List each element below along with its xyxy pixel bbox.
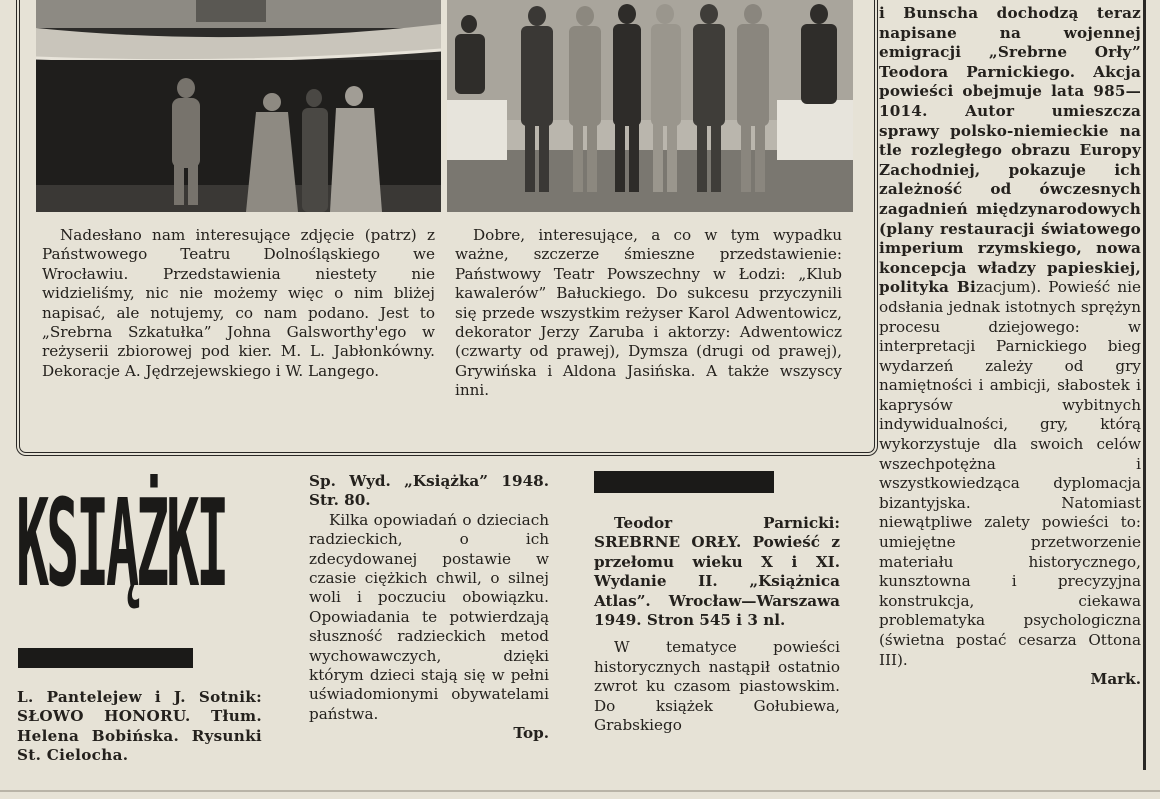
book-entry-srebrne-orly — [594, 514, 840, 735]
caption-right-text: Dobre, interesujące, a co w tym wypadku ważne, szczerze śmieszne przedstawienie: Państwowy Teatr Powszechny w Łodzi: „Klub kawalerów” Bałuckiego. Do sukcesu przyczynili się przede wszystkim reżyser Karol Adwentowicz, dekorator Jerzy Zaruba i aktorzy: Adwentowicz (czwarty od prawej), Dymsza (drugi od prawej), Grywińska i Aldona Jasińska. A także wszyscy inni. — [455, 226, 842, 400]
book-review-slowo-honoru — [309, 472, 549, 744]
srebrne-orly-review-continued — [879, 4, 1141, 690]
column-rule — [1143, 0, 1146, 770]
book2-review-text: W tematyce powieści historycznych nastąpił ostatnio zwrot ku czasom piastowskim. Do książek Gołubiewa, Grabskiego — [594, 638, 840, 735]
book1-review-text: Kilka opowiadań o dzieciach radzieckich, o ich zdecydowanej postawie w czasie ciężkich chwil, o silnej woli i poczuciu obowiązku. Opowiadania te potwierdzają słuszność radzieckich metod wychowawczych, dzięki którym dzieci stają się w pełni uświadomionymi obywatelami państwa. — [309, 510, 549, 723]
black-bar-divider-2 — [594, 471, 774, 493]
srebrna-szkatulka-photo — [36, 0, 441, 212]
book1-publisher: Sp. Wyd. „Książka” 1948. Str. 80. — [309, 472, 549, 510]
page-bottom-edge — [0, 790, 1160, 792]
book-entry-slowo-honoru — [17, 688, 262, 766]
klub-kawalerow-photo — [447, 0, 853, 212]
book2-entry-text: Teodor Parnicki: SREBRNE ORŁY. Powieść z przełomu wieku X i XI. Wydanie II. „Książnica Atlas”. Wrocław—Warszawa 1949. Stron 545 i 3 nl. — [594, 514, 840, 630]
caption-srebrna-szkatulka — [42, 226, 435, 381]
caption-left-text: Nadesłano nam interesujące zdjęcie (patrz) z Państwowego Teatru Dolnośląskiego we Wrocławiu. Przedstawienia niestety nie widzieliśmy, nic nie możemy więc o nim bliżej napisać, ale notujemy, co nam podano. Jest to „Srebrna Szkatułka” Johna Galsworthy'ego w reżyserii zbiorowej pod kier. M. L. Jabłonkówny. Dekoracje A. Jędrzejewskiego i W. Langego. — [42, 226, 435, 380]
review-plain-text: zacjum). Powieść nie odsłania jednak istotnych sprężyn procesu dziejowego: w interpretacji Parnickiego bieg wydarzeń zależy od gry namiętności i ambicji, słabostek i kaprysów wybitnych indywidualności, gry, którą wykorzystuje dla swoich celów wszechpotężna i wszystkowiedząca dyplomacja bizantyjska. Natomiast niewątpliwe zalety powieści to: umiejętne przetworzenie materiału historycznego, kunsztowna i precyzyjna konstrukcja, ciekawa problematyka psychologiczna (świetna postać cesarza Ottona III). — [879, 278, 1141, 669]
review-signature-mark: Mark. — [1090, 670, 1141, 689]
section-headline: KSIĄŻKI — [16, 475, 227, 614]
black-bar-divider — [18, 648, 193, 668]
stage-scene-right — [447, 0, 853, 212]
stage-scene-left — [36, 0, 441, 212]
caption-klub-kawalerow — [455, 226, 842, 401]
book1-entry-text: L. Pantelejew i J. Sotnik: SŁOWO HONORU. Tłum. Helena Bobińska. Rysunki St. Cielocha. — [17, 688, 262, 765]
book1-signature: Top. — [513, 724, 549, 743]
review-bold-text: i Bunscha dochodzą teraz napisane na wojennej emigracji „Srebrne Orły” Teodora Parnickiego. Akcja powieści obejmuje lata 985—1014. Autor umieszcza sprawy polsko-niemieckie na tle rozległego obrazu Europy Zachodniej, pokazuje ich zależność od ówczesnych zagadnień międzynarodowych (plany restauracji światowego imperium rzymskiego, nowa koncepcja władzy papieskiej, polityka Bi — [879, 4, 1141, 297]
